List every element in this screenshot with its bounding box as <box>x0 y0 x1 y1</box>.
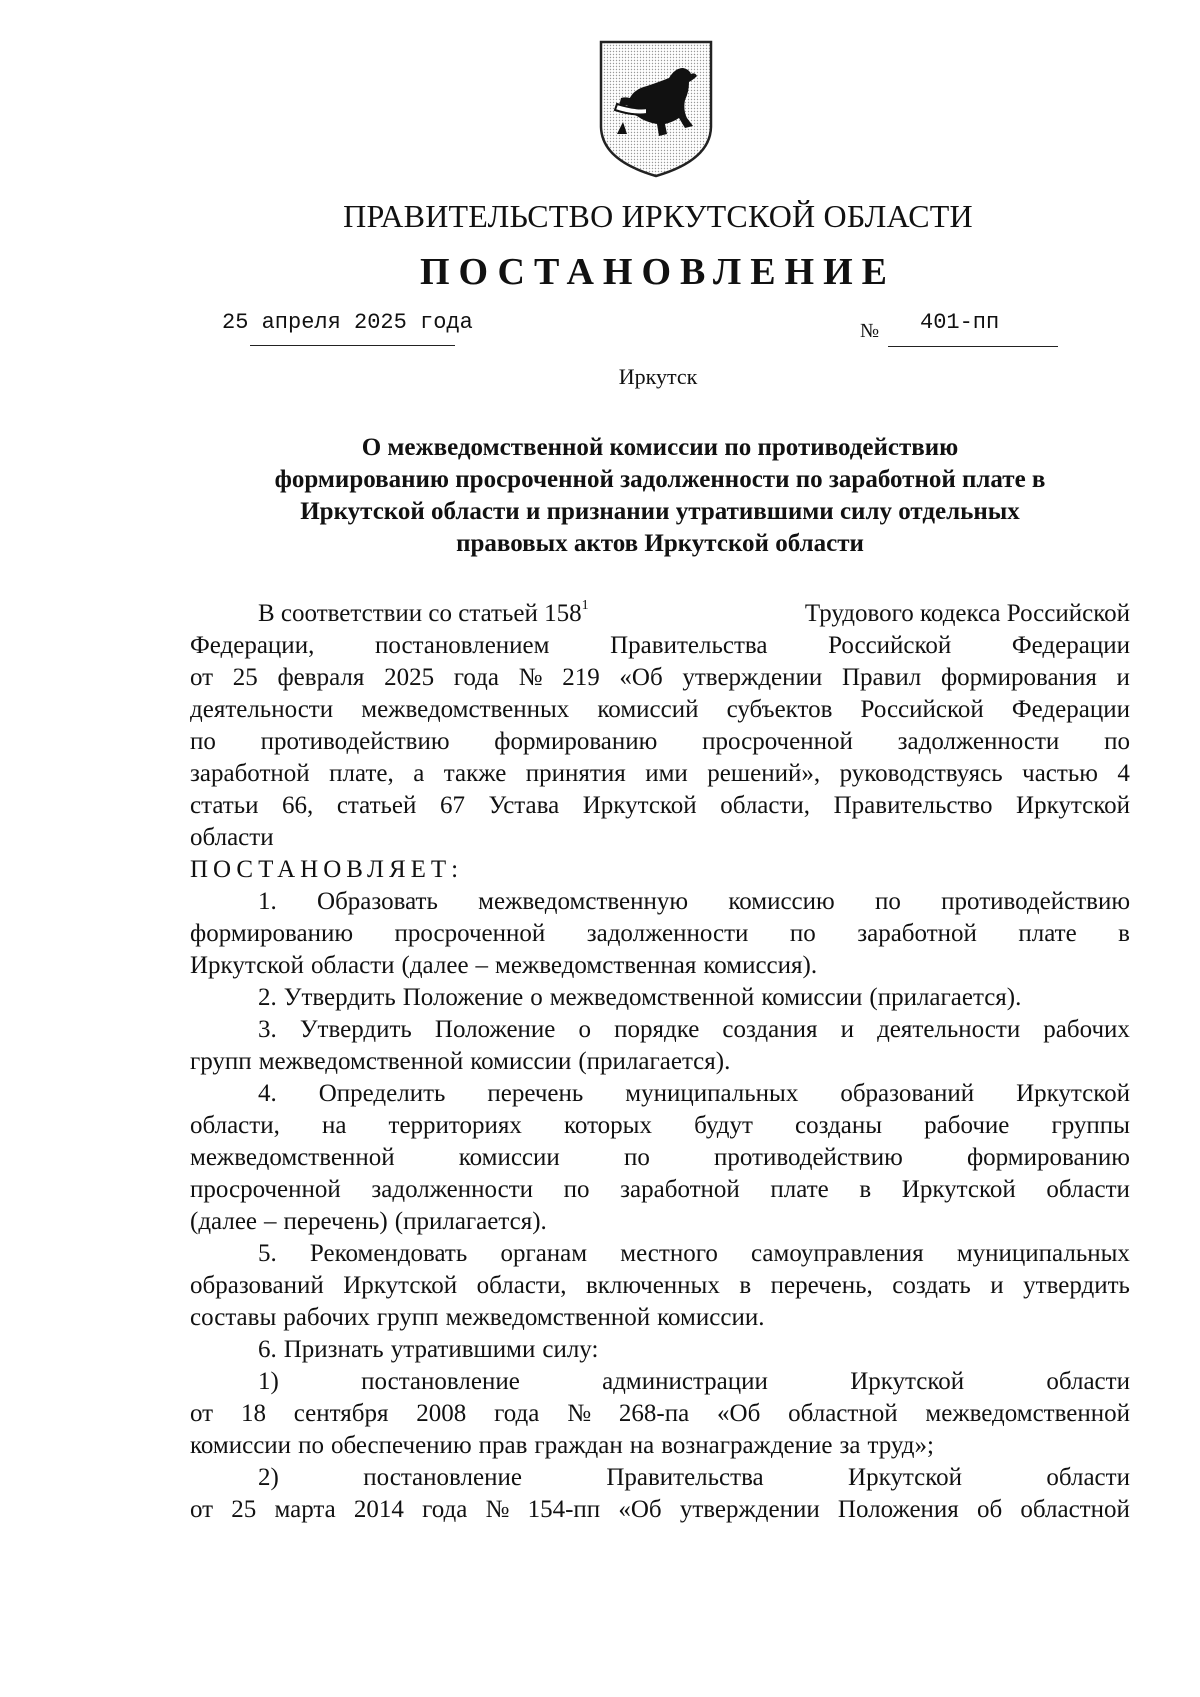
word: Утвердить <box>283 984 396 1011</box>
word: № <box>485 1496 510 1523</box>
word: от <box>190 664 214 691</box>
word: 25 <box>231 1496 257 1523</box>
item-line <box>190 1014 1130 1046</box>
word: от <box>190 1496 214 1523</box>
preamble-text: В соответствии со статьей 158 <box>258 600 582 627</box>
word: частью <box>1022 760 1098 787</box>
word: перечень) <box>283 1208 388 1235</box>
word: групп <box>190 1048 252 1075</box>
word: (прилагается). <box>869 984 1022 1011</box>
word: Иркутской <box>901 1176 1016 1203</box>
word: противодействию <box>941 888 1130 915</box>
word: утверждении <box>679 1496 820 1523</box>
justified-line <box>190 662 1130 694</box>
word: созданы <box>795 1112 883 1139</box>
word: утверждении <box>682 664 823 691</box>
word: образований <box>840 1080 975 1107</box>
word: субъектов <box>726 696 833 723</box>
word: областной <box>1020 1496 1130 1523</box>
word: комиссии <box>761 984 863 1011</box>
word: противодействию <box>260 728 450 755</box>
word: плате <box>1018 920 1077 947</box>
word: Положение <box>434 1016 556 1043</box>
word: 6. <box>258 1336 277 1363</box>
word: вознаграждение <box>661 1432 833 1459</box>
item-line <box>190 1142 1130 1174</box>
word: «Об <box>618 1496 662 1523</box>
word: 4. <box>258 1080 277 1107</box>
word: № <box>567 1400 592 1427</box>
word: комиссию <box>728 888 835 915</box>
word: 2025 <box>384 664 435 691</box>
word: территориях <box>388 1112 522 1139</box>
heading-line: Иркутской области и признании утратившими силу отдельных <box>300 498 1020 525</box>
item-line <box>190 1206 1130 1238</box>
word: о <box>530 984 543 1011</box>
word: Иркутской <box>1016 792 1130 819</box>
word: по <box>874 888 901 915</box>
word: утвердить <box>1023 1272 1130 1299</box>
word: 2) <box>258 1464 279 1491</box>
word: межведомственных <box>361 696 570 723</box>
word: заработной <box>190 760 310 787</box>
word: Российской <box>860 696 984 723</box>
word: области, <box>190 1112 280 1139</box>
word: и <box>990 1272 1004 1299</box>
word: (далее <box>401 952 469 979</box>
word: включенных <box>585 1272 720 1299</box>
word: рабочие <box>924 1112 1010 1139</box>
word: 67 <box>439 792 465 819</box>
word: образований <box>190 1272 324 1299</box>
word: местного <box>620 1240 718 1267</box>
word: Иркутской <box>1016 1080 1130 1107</box>
word: просроченной <box>190 1176 341 1203</box>
resolves-heading: ПОСТАНОВЛЯЕТ: <box>190 856 464 883</box>
word: заработной <box>620 1176 740 1203</box>
word: межведомственной <box>258 1048 464 1075</box>
word: Федерации, <box>190 632 315 659</box>
word: администрации <box>602 1368 768 1395</box>
item-line <box>190 1334 1130 1366</box>
city-name: Иркутск <box>618 364 698 389</box>
word: труд»; <box>867 1432 934 1459</box>
item-line <box>190 918 1130 950</box>
document-date: 25 апреля 2025 года <box>222 310 473 335</box>
word: 1. <box>258 888 277 915</box>
word: 154-пп <box>527 1496 601 1523</box>
word: комиссии <box>190 1432 292 1459</box>
word: и <box>1116 664 1130 691</box>
word: – <box>264 1208 277 1235</box>
word: Правительства <box>606 1464 764 1491</box>
word: по <box>190 728 216 755</box>
heading-line: О межведомственной комиссии по противодействию <box>361 434 959 461</box>
word: об <box>976 1496 1003 1523</box>
item-line <box>190 950 1130 982</box>
word: ими <box>645 760 688 787</box>
word: сентября <box>293 1400 389 1427</box>
word: Положения <box>837 1496 959 1523</box>
word: решений», <box>707 760 821 787</box>
word: № <box>518 664 543 691</box>
word: межведомственной <box>549 984 755 1011</box>
word: деятельности <box>190 696 334 723</box>
word: года <box>453 664 499 691</box>
word: области <box>310 952 395 979</box>
item-line <box>190 1302 1130 1334</box>
word: формированию <box>190 920 354 947</box>
word: 219 <box>562 664 600 691</box>
word: комиссии <box>470 1048 572 1075</box>
document-heading <box>200 432 1120 560</box>
word: плате, <box>329 760 394 787</box>
word: статьей <box>336 792 417 819</box>
word: граждан <box>534 1432 623 1459</box>
word: 4 <box>1117 760 1130 787</box>
number-sign: № <box>860 320 880 342</box>
word: комиссий <box>597 696 699 723</box>
item-line <box>190 1462 1130 1494</box>
word: силу: <box>542 1336 599 1363</box>
word: Образовать <box>317 888 438 915</box>
word: «Об <box>717 1400 761 1427</box>
word: рабочих <box>283 1304 370 1331</box>
word: органам <box>500 1240 588 1267</box>
word: межведомственной <box>190 1144 395 1171</box>
word: области, <box>476 1272 567 1299</box>
word: заработной <box>857 920 977 947</box>
word: статьи <box>190 792 259 819</box>
word: по <box>298 1432 324 1459</box>
word: создать <box>892 1272 971 1299</box>
word: формирования <box>940 664 1097 691</box>
word: рабочих <box>1043 1016 1130 1043</box>
word: области <box>1046 1464 1130 1491</box>
preamble-text-tail: Трудового кодекса Российской <box>804 600 1130 627</box>
word: формированию <box>494 728 658 755</box>
word: комиссии. <box>657 1304 765 1331</box>
coat-of-arms-emblem <box>597 38 715 180</box>
word: по <box>623 1144 650 1171</box>
word: Иркутской <box>582 792 697 819</box>
word: формированию <box>966 1144 1130 1171</box>
item-line <box>190 1430 1130 1462</box>
word: порядке <box>614 1016 700 1043</box>
number-underline <box>888 346 1058 347</box>
word: 3. <box>258 1016 277 1043</box>
word: (прилагается). <box>394 1208 547 1235</box>
word: также <box>443 760 507 787</box>
word: на <box>321 1112 347 1139</box>
word: 1) <box>258 1368 279 1395</box>
word: плате <box>770 1176 829 1203</box>
word: Признать <box>283 1336 384 1363</box>
word: – <box>475 952 489 979</box>
word: на <box>629 1432 655 1459</box>
word: межведомственную <box>478 888 689 915</box>
item-line <box>190 886 1130 918</box>
word: в <box>1118 920 1130 947</box>
word: Иркутской <box>190 952 304 979</box>
word: комиссия). <box>703 952 818 979</box>
word: Утвердить <box>299 1016 412 1043</box>
heading-line: правовых актов Иркутской области <box>456 530 864 557</box>
word: перечень <box>487 1080 584 1107</box>
word: утратившими <box>390 1336 536 1363</box>
word: года <box>494 1400 540 1427</box>
date-underline <box>250 345 455 346</box>
word: в <box>739 1272 752 1299</box>
word: межведомственной <box>925 1400 1130 1427</box>
word: 2. <box>258 984 277 1011</box>
word: по <box>789 920 816 947</box>
word: Устава <box>488 792 560 819</box>
word: и <box>840 1016 854 1043</box>
item-line <box>190 1270 1130 1302</box>
word: просроченной <box>702 728 853 755</box>
word: Иркутской <box>848 1464 962 1491</box>
word: просроченной <box>394 920 546 947</box>
word: в <box>859 1176 872 1203</box>
word: Федерации <box>1011 632 1130 659</box>
word: прав <box>478 1432 528 1459</box>
word: межведомственной <box>445 1304 651 1331</box>
justified-line <box>190 790 1130 822</box>
word: Рекомендовать <box>309 1240 468 1267</box>
word: самоуправления <box>751 1240 924 1267</box>
item-line <box>190 1110 1130 1142</box>
justified-line <box>190 694 1130 726</box>
word: руководствуясь <box>839 760 1003 787</box>
preamble-first-line <box>190 598 1130 630</box>
word: противодействию <box>713 1144 903 1171</box>
word: задолженности <box>897 728 1060 755</box>
word: по <box>1104 728 1130 755</box>
word: перечень, <box>770 1272 873 1299</box>
word: Российской <box>828 632 952 659</box>
word: а <box>413 760 425 787</box>
word: от <box>190 1400 214 1427</box>
word: 66, <box>282 792 314 819</box>
word: февраля <box>277 664 365 691</box>
item-line <box>190 1046 1130 1078</box>
word: Иркутской <box>343 1272 458 1299</box>
word: комиссии <box>458 1144 560 1171</box>
word: марта <box>274 1496 336 1523</box>
word: 18 <box>240 1400 266 1427</box>
word: обеспечению <box>330 1432 472 1459</box>
justified-line <box>190 822 1130 854</box>
document-type: ПОСТАНОВЛЕНИЕ <box>419 251 897 293</box>
word: области <box>190 824 274 851</box>
word: Правительство <box>833 792 993 819</box>
word: муниципальных <box>625 1080 799 1107</box>
word: муниципальных <box>956 1240 1130 1267</box>
word: будут <box>694 1112 753 1139</box>
word: Определить <box>318 1080 446 1107</box>
word: о <box>578 1016 591 1043</box>
word: межведомственная <box>495 952 697 979</box>
word: постановление <box>363 1464 522 1491</box>
item-line <box>190 1174 1130 1206</box>
word: группы <box>1051 1112 1130 1139</box>
word: по <box>563 1176 590 1203</box>
item-line <box>190 1398 1130 1430</box>
word: принятия <box>525 760 626 787</box>
word: Положение <box>402 984 524 1011</box>
word: деятельности <box>877 1016 1021 1043</box>
word: (прилагается). <box>578 1048 731 1075</box>
word: 25 <box>232 664 258 691</box>
government-name: ПРАВИТЕЛЬСТВО ИРКУТСКОЙ ОБЛАСТИ <box>343 198 973 234</box>
word: создания <box>722 1016 818 1043</box>
item-line <box>190 1366 1130 1398</box>
word: за <box>839 1432 861 1459</box>
word: которых <box>564 1112 652 1139</box>
word: «Об <box>619 664 663 691</box>
word: задолженности <box>371 1176 534 1203</box>
word: области <box>1046 1368 1130 1395</box>
word: постановление <box>361 1368 520 1395</box>
word: (далее <box>190 1208 258 1235</box>
justified-line <box>190 630 1130 662</box>
word: постановлением <box>374 632 550 659</box>
item-line <box>190 982 1130 1014</box>
word: 2014 <box>353 1496 404 1523</box>
word: 5. <box>258 1240 277 1267</box>
word: Иркутской <box>850 1368 965 1395</box>
item-line <box>190 1078 1130 1110</box>
heading-line: формированию просроченной задолженности по заработной плате в <box>274 466 1046 493</box>
item-line <box>190 1494 1130 1526</box>
word: 268-па <box>618 1400 690 1427</box>
word: области <box>1046 1176 1130 1203</box>
justified-line <box>190 758 1130 790</box>
item-line <box>190 1238 1130 1270</box>
word: Правительства <box>610 632 768 659</box>
word: областной <box>788 1400 898 1427</box>
word: Правил <box>841 664 922 691</box>
word: года <box>422 1496 468 1523</box>
document-number: 401-пп <box>920 310 1000 335</box>
justified-line <box>190 726 1130 758</box>
word: Федерации <box>1011 696 1130 723</box>
article-superscript: 1 <box>581 598 589 613</box>
word: групп <box>376 1304 439 1331</box>
document-body <box>190 598 1130 1526</box>
word: 2008 <box>416 1400 467 1427</box>
word: задолженности <box>586 920 749 947</box>
word: составы <box>190 1304 277 1331</box>
word: области, <box>720 792 811 819</box>
